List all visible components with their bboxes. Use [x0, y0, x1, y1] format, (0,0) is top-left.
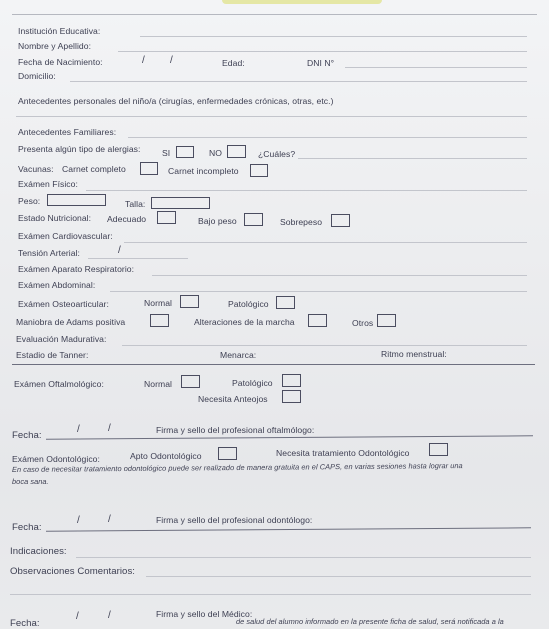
- examen-fisico-label: Exámen Físico:: [18, 179, 78, 189]
- adams-checkbox[interactable]: [150, 314, 169, 327]
- fecha-nac-slash-1: /: [142, 55, 145, 66]
- evaluacion-madurativa-line[interactable]: [122, 345, 527, 346]
- fecha-oftal-slash-1: /: [77, 424, 80, 435]
- osteo-normal-checkbox[interactable]: [180, 295, 199, 308]
- carnet-completo-label: Carnet completo: [62, 164, 126, 174]
- sobrepeso-label: Sobrepeso: [280, 217, 323, 227]
- tension-slash: /: [118, 245, 121, 256]
- talla-label: Talla:: [125, 199, 146, 209]
- carnet-incompleto-checkbox[interactable]: [250, 164, 268, 177]
- oftal-normal-label: Normal: [144, 379, 172, 389]
- alergias-si-label: SI: [162, 148, 171, 158]
- apto-odontologico-checkbox[interactable]: [218, 447, 237, 460]
- institucion-label: Institución Educativa:: [18, 26, 101, 36]
- domicilio-line[interactable]: [70, 81, 527, 82]
- talla-input[interactable]: [151, 197, 210, 209]
- carnet-completo-checkbox[interactable]: [140, 162, 158, 175]
- tension-label: Tensión Arterial:: [18, 248, 80, 258]
- evaluacion-madurativa-label: Evaluación Madurativa:: [16, 334, 107, 344]
- observaciones-line-2[interactable]: [10, 594, 531, 595]
- adams-label: Maniobra de Adams positiva: [16, 317, 126, 327]
- necesita-anteojos-label: Necesita Anteojos: [198, 394, 268, 404]
- oftalmologico-label: Exámen Oftalmológico:: [14, 379, 104, 389]
- oftal-patologico-label: Patológico: [232, 378, 273, 388]
- estado-nutricional-label: Estado Nutricional:: [18, 213, 92, 223]
- menarca-label: Menarca:: [220, 350, 257, 360]
- necesita-tratamiento-label: Necesita tratamiento Odontológico: [276, 448, 410, 458]
- adecuado-label: Adecuado: [107, 214, 147, 224]
- necesita-anteojos-checkbox[interactable]: [282, 390, 301, 403]
- alergias-no-label: NO: [209, 148, 222, 158]
- indicaciones-line[interactable]: [76, 557, 531, 558]
- alergias-si-checkbox[interactable]: [176, 146, 194, 158]
- alteraciones-marcha-checkbox[interactable]: [308, 314, 327, 327]
- nota-caps-line-1: En caso de necesitar tratamiento odontológico puede ser realizado de manera gratuita en el CAPS, en varias sesiones hasta lograr una: [11, 461, 463, 474]
- respiratorio-line[interactable]: [152, 275, 527, 276]
- ritmo-label: Ritmo menstrual:: [381, 349, 447, 359]
- dni-line[interactable]: [345, 67, 527, 68]
- cuales-label: ¿Cuáles?: [258, 149, 296, 159]
- sobrepeso-checkbox[interactable]: [331, 214, 350, 227]
- adecuado-checkbox[interactable]: [157, 211, 176, 224]
- osteo-normal-label: Normal: [144, 298, 172, 308]
- dni-label: DNI N°: [307, 58, 335, 68]
- odontologico-label: Exámen Odontológico:: [12, 454, 100, 464]
- osteo-patologico-label: Patológico: [228, 299, 269, 309]
- firma-oftal-line[interactable]: [46, 435, 533, 439]
- fecha-odonto-slash-2: /: [108, 514, 111, 525]
- apto-odontologico-label: Apto Odontológico: [130, 451, 202, 461]
- cardiovascular-label: Exámen Cardiovascular:: [18, 231, 113, 241]
- abdominal-line[interactable]: [110, 291, 527, 292]
- institucion-line[interactable]: [140, 36, 527, 37]
- vacunas-label: Vacunas:: [18, 164, 54, 174]
- alergias-no-checkbox[interactable]: [227, 145, 246, 158]
- cuales-line[interactable]: [298, 158, 527, 159]
- observaciones-label: Observaciones Comentarios:: [10, 566, 136, 577]
- osteoarticular-label: Exámen Osteoarticular:: [18, 299, 109, 309]
- top-divider: [12, 14, 537, 15]
- edad-label: Edad:: [222, 58, 245, 68]
- antecedentes-personales-label: Antecedentes personales del niño/a (cirugías, enfermedades crónicas, otras, etc.): [18, 96, 334, 106]
- bajo-peso-checkbox[interactable]: [244, 213, 263, 226]
- carnet-incompleto-label: Carnet incompleto: [168, 166, 239, 176]
- nombre-label: Nombre y Apellido:: [18, 41, 92, 51]
- antecedentes-familiares-label: Antecedentes Familiares:: [18, 127, 117, 137]
- oftal-patologico-checkbox[interactable]: [282, 374, 301, 387]
- firma-medico-label: Firma y sello del Médico:: [156, 609, 253, 619]
- yellow-tape: [222, 0, 382, 4]
- firma-odonto-line[interactable]: [46, 527, 531, 531]
- necesita-tratamiento-checkbox[interactable]: [429, 443, 448, 456]
- peso-input[interactable]: [47, 194, 106, 206]
- observaciones-line[interactable]: [146, 576, 531, 577]
- nota-pie: de salud del alumno informado en la presente ficha de salud, será notificada a la: [236, 617, 504, 626]
- indicaciones-label: Indicaciones:: [10, 546, 67, 557]
- tanner-label: Estadio de Tanner:: [16, 350, 89, 360]
- fecha-medico-slash-2: /: [108, 610, 111, 621]
- fecha-odonto-slash-1: /: [77, 515, 80, 526]
- fecha-medico-slash-1: /: [76, 611, 79, 622]
- nombre-line[interactable]: [118, 51, 527, 52]
- cardiovascular-line[interactable]: [124, 242, 527, 243]
- section-divider-1: [12, 364, 535, 365]
- respiratorio-label: Exámen Aparato Respiratorio:: [18, 264, 135, 274]
- firma-odontologo-label: Firma y sello del profesional odontólogo:: [156, 515, 313, 525]
- fecha-nac-slash-2: /: [170, 55, 173, 66]
- fecha-medico-label: Fecha:: [10, 618, 40, 629]
- examen-fisico-line[interactable]: [86, 190, 527, 191]
- fecha-nacimiento-label: Fecha de Nacimiento:: [18, 57, 103, 67]
- otros-label: Otros: [352, 318, 374, 328]
- alteraciones-marcha-label: Alteraciones de la marcha: [194, 317, 295, 327]
- antecedentes-familiares-line[interactable]: [128, 137, 527, 138]
- nota-caps-line-2: boca sana.: [12, 477, 49, 486]
- fecha-oftal-slash-2: /: [108, 423, 111, 434]
- fecha-odonto-label: Fecha:: [12, 522, 42, 533]
- otros-checkbox[interactable]: [377, 314, 396, 327]
- firma-oftalmologo-label: Firma y sello del profesional oftalmólogo:: [156, 425, 315, 435]
- fecha-oftal-label: Fecha:: [12, 430, 42, 441]
- tension-line[interactable]: [88, 258, 188, 259]
- oftal-normal-checkbox[interactable]: [181, 375, 200, 388]
- bajo-peso-label: Bajo peso: [198, 216, 237, 226]
- antecedentes-personales-line[interactable]: [16, 116, 527, 117]
- alergias-label: Presenta algún tipo de alergias:: [18, 144, 141, 154]
- domicilio-label: Domicilio:: [18, 71, 56, 81]
- osteo-patologico-checkbox[interactable]: [276, 296, 295, 309]
- abdominal-label: Exámen Abdominal:: [18, 280, 96, 290]
- peso-label: Peso:: [18, 196, 41, 206]
